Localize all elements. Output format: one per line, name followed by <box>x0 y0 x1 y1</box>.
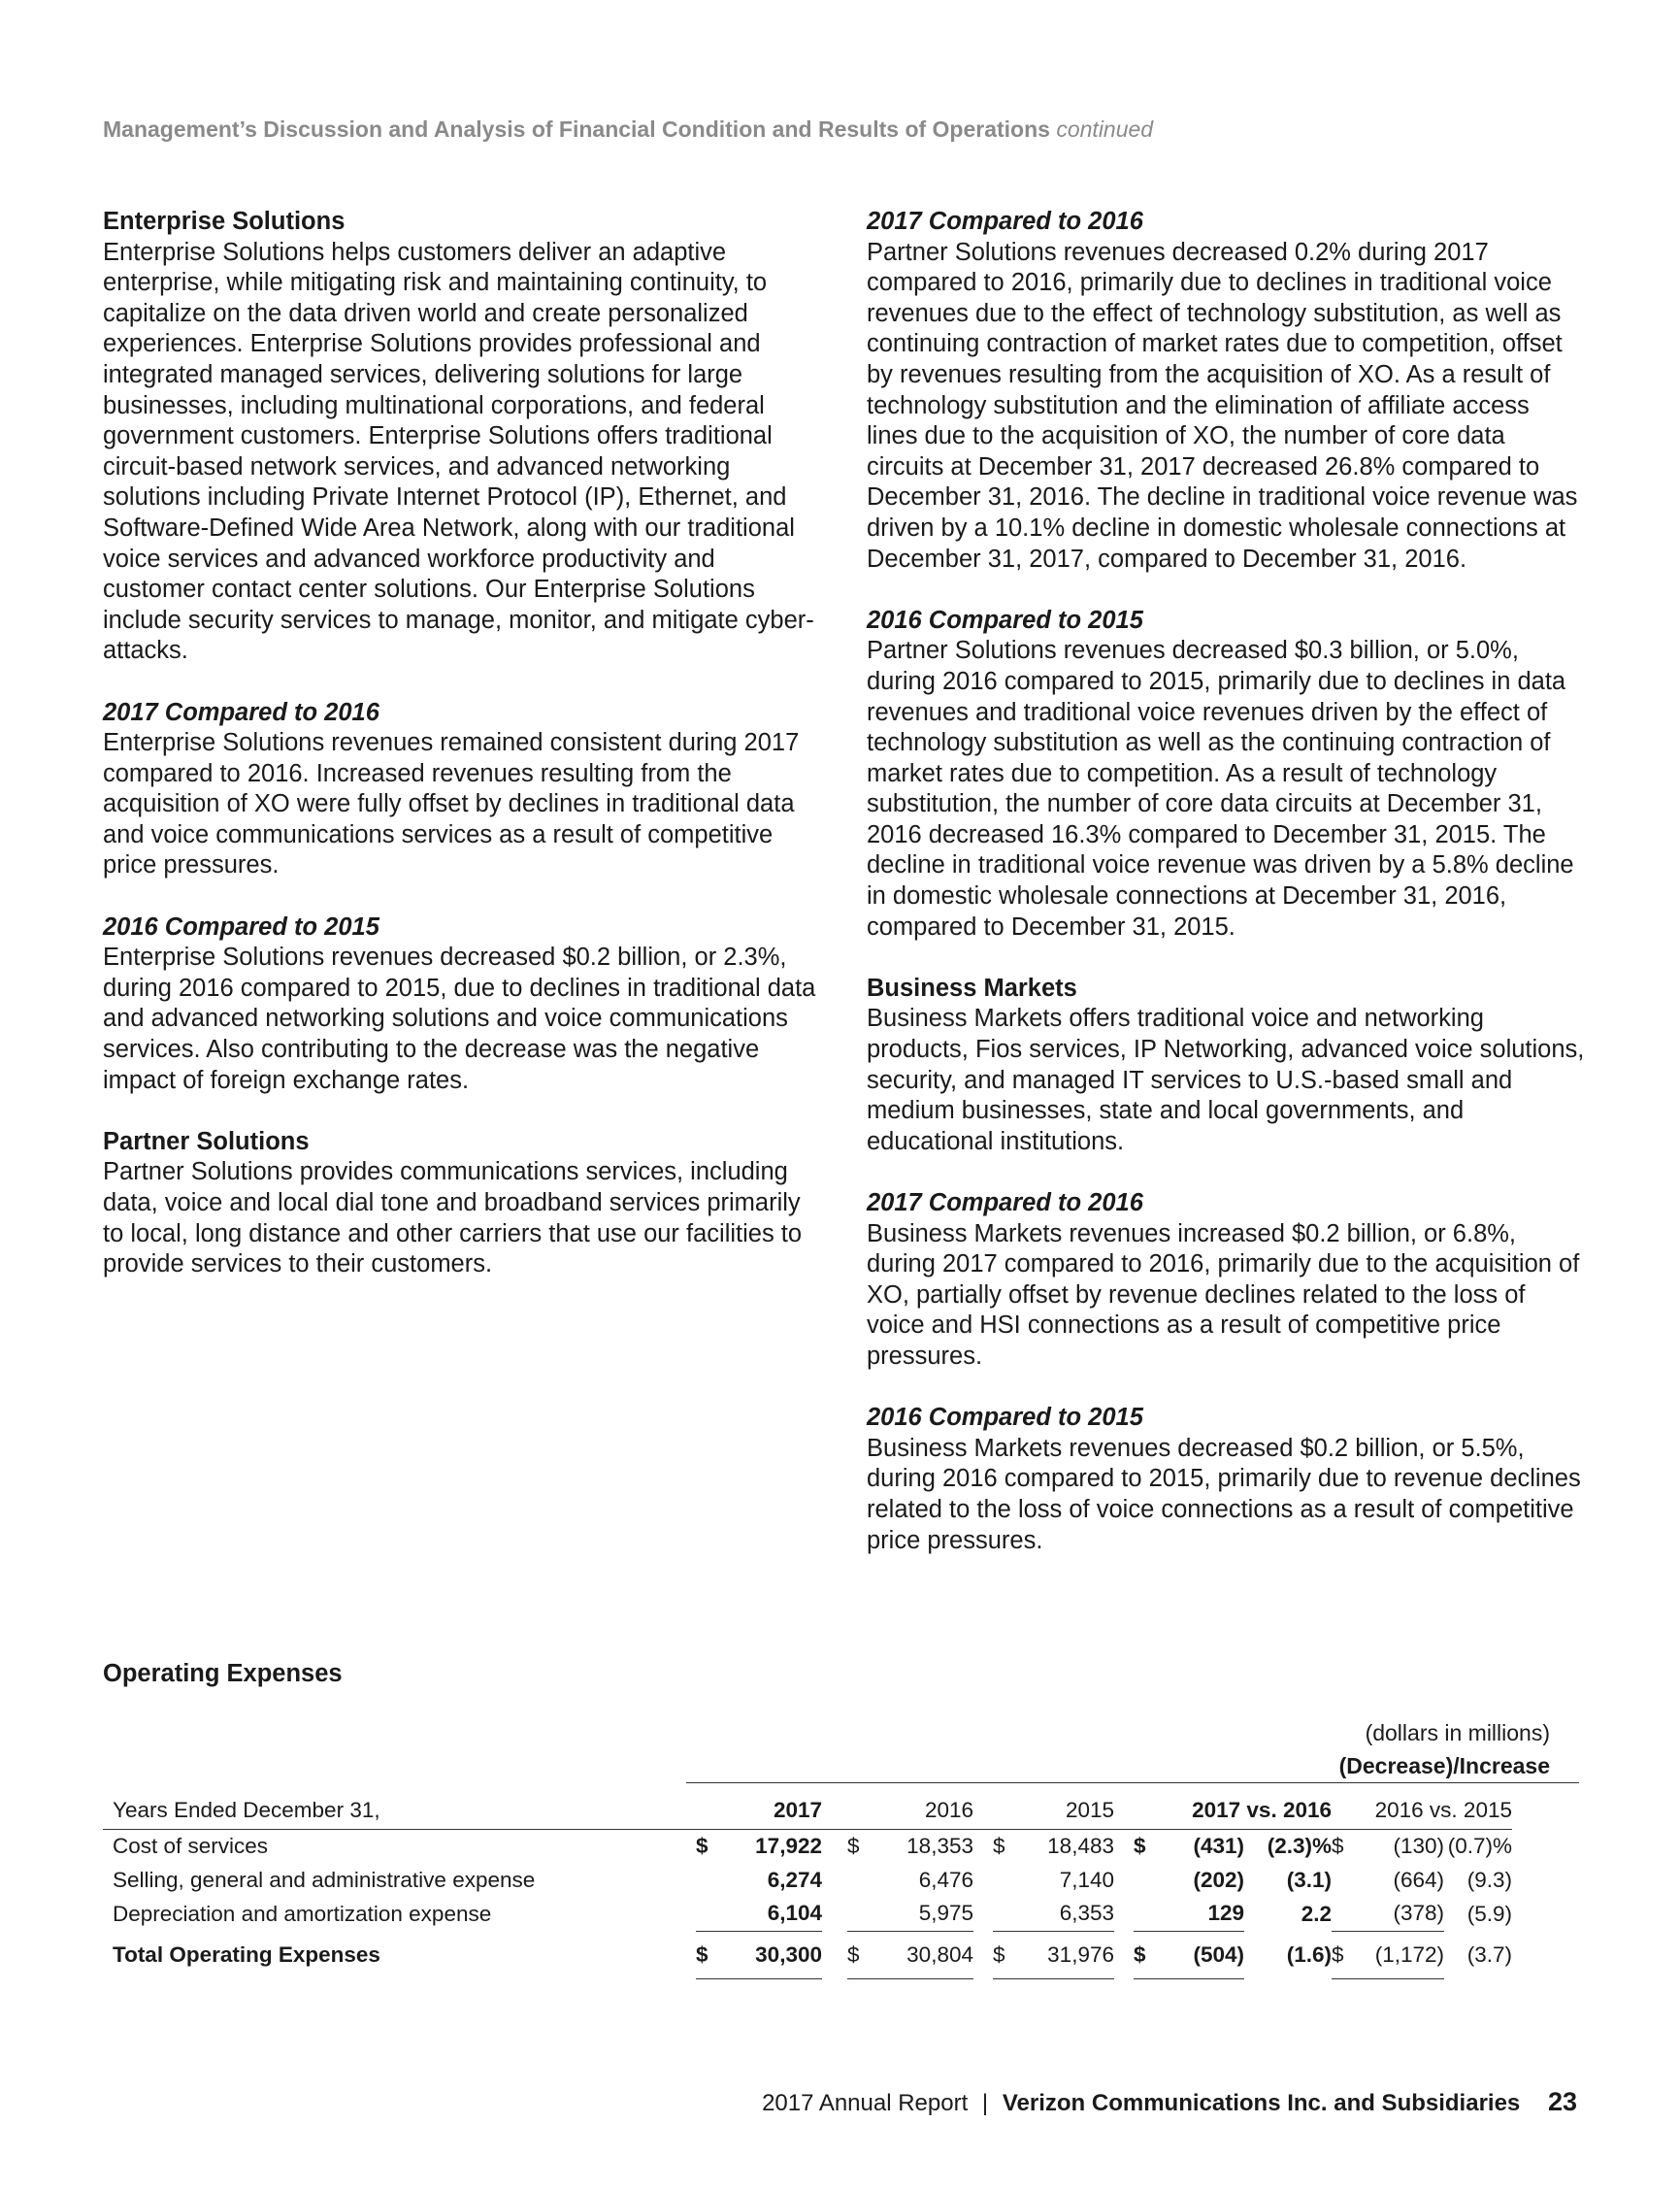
enterprise-2016-section <box>103 912 821 1097</box>
subsection-heading: 2016 Compared to 2015 <box>867 1404 1143 1432</box>
value-2016: 6,476 <box>918 1867 973 1892</box>
row-label: Selling, general and administrative expense <box>113 1867 536 1892</box>
footer-separator: | <box>981 2090 989 2116</box>
footer-company: Verizon Communications Inc. and Subsidiaries <box>1002 2090 1521 2116</box>
table-header-row <box>103 1792 1512 1830</box>
currency-symbol: $ <box>1134 1834 1146 1859</box>
subsection-heading: 2016 Compared to 2015 <box>867 606 1143 634</box>
operating-expenses-table <box>103 1792 1512 1979</box>
header-continued: continued <box>1056 116 1154 142</box>
column-header: 2016 vs. 2015 <box>1351 1792 1512 1830</box>
column-header: 2017 vs. 2016 <box>1134 1792 1332 1830</box>
change-2016-vs-2015: (130) <box>1393 1834 1444 1859</box>
partner-solutions-section <box>103 1127 821 1280</box>
change-2016-vs-2015: (378) <box>1351 1897 1444 1931</box>
header-rule <box>686 1782 1579 1783</box>
pct-2016-vs-2015: (5.9) <box>1466 1901 1512 1926</box>
change-2016-vs-2015: (1,172) <box>1351 1931 1444 1978</box>
change-2016-vs-2015: (664) <box>1393 1867 1444 1892</box>
value-2017: 6,104 <box>717 1897 822 1931</box>
right-column <box>867 207 1585 1587</box>
page-header <box>103 116 1153 143</box>
decrease-increase-label: (Decrease)/Increase <box>1338 1753 1550 1778</box>
value-2017: 6,274 <box>767 1867 822 1892</box>
value-2017: 17,922 <box>755 1834 822 1859</box>
value-2016: 18,353 <box>906 1834 973 1859</box>
section-body: Partner Solutions provides communications services, including data, voice and local dial tone and broadband services primarily to local, long distance and other carriers that use our facilities to provide services to their customers. <box>103 1158 803 1278</box>
currency-symbol: $ <box>1332 1834 1344 1859</box>
pct-2017-vs-2016: 2.2 <box>1301 1901 1332 1926</box>
currency-symbol: $ <box>993 1931 1014 1978</box>
value-2015: 31,976 <box>1014 1931 1114 1978</box>
section-heading: Business Markets <box>867 974 1077 1002</box>
currency-symbol: $ <box>696 1834 708 1859</box>
section-body: Business Markets revenues decreased $0.2 billion, or 5.5%, during 2016 compared to 2015, primarily due to revenue declines related to the loss of voice connections as a result of competitive price pressures. <box>867 1434 1581 1554</box>
enterprise-2017-section <box>103 698 821 882</box>
change-2017-vs-2016: (431) <box>1193 1834 1244 1859</box>
change-2017-vs-2016: (202) <box>1193 1867 1244 1892</box>
value-2015: 6,353 <box>1014 1897 1114 1931</box>
currency-symbol: $ <box>1134 1931 1155 1978</box>
change-2017-vs-2016: 129 <box>1155 1897 1244 1931</box>
total-row <box>103 1931 1512 1978</box>
section-heading: Partner Solutions <box>103 1127 310 1155</box>
value-2015: 18,483 <box>1047 1834 1114 1859</box>
table-row <box>103 1830 1512 1864</box>
partner-2017-section <box>867 207 1585 575</box>
currency-symbol: $ <box>847 1834 860 1859</box>
section-body: Business Markets revenues increased $0.2 billion, or 6.8%, during 2017 compared to 2016, primarily due to the acquisition of XO, partially offset by revenue declines related to the loss of voice and HSI connections as a result of competitive price pressures. <box>867 1219 1580 1370</box>
row-label: Cost of services <box>113 1834 269 1859</box>
subsection-heading: 2017 Compared to 2016 <box>103 698 379 726</box>
subsection-heading: 2017 Compared to 2016 <box>867 1189 1143 1216</box>
operating-expenses-title: Operating Expenses <box>103 1660 343 1687</box>
section-body: Business Markets offers traditional voice and networking products, Fios services, IP Networking, advanced voice solutions, security, and managed IT services to U.S.-based small and medium businesses, state and local governments, and educational institutions. <box>867 1005 1585 1155</box>
pct-2016-vs-2015: (0.7)% <box>1447 1834 1512 1859</box>
value-2017: 30,300 <box>717 1931 822 1978</box>
section-body: Partner Solutions revenues decreased $0.3 billion, or 5.0%, during 2016 compared to 2015, primarily due to declines in data revenues and traditional voice revenues driven by the effect of technology substitution as well as the continuing contraction of market rates due to competition. As a result of technology substitution, the number of core data circuits at December 31, 2016 decreased 16.3% compared to December 31, 2015. The decline in traditional voice revenue was driven by a 5.8% decline in domestic wholesale connections at December 31, 2016, compared to December 31, 2015. <box>867 637 1574 941</box>
pct-2016-vs-2015: (9.3) <box>1466 1867 1512 1892</box>
section-body: Enterprise Solutions revenues decreased $0.2 billion, or 2.3%, during 2016 compared to 2015, due to declines in traditional data and advanced networking solutions and voice communications services. Also contributing to the decrease was the negative impact of foreign exchange rates. <box>103 944 816 1094</box>
enterprise-solutions-section <box>103 207 821 667</box>
currency-symbol: $ <box>1332 1931 1351 1978</box>
business-2016-section <box>867 1403 1585 1556</box>
column-header: Years Ended December 31, <box>103 1792 696 1830</box>
pct-2016-vs-2015: (3.7) <box>1466 1941 1512 1967</box>
row-label: Total Operating Expenses <box>113 1941 380 1967</box>
section-body: Enterprise Solutions revenues remained consistent during 2017 compared to 2016. Increased revenues resulting from the acquisition of XO were fully offset by declines in traditional data and voice communications services as a result of competitive price pressures. <box>103 729 800 879</box>
value-2015: 7,140 <box>1059 1867 1114 1892</box>
section-body: Enterprise Solutions helps customers deliver an adaptive enterprise, while mitigating risk and maintaining continuity, to capitalize on the data driven world and create personalized experiences. Enterprise Solutions provides professional and integrated managed services, delivering solutions for large businesses, including multinational corporations, and federal government customers. Enterprise Solutions offers traditional circuit-based network services, and advanced networking solutions including Private Internet Protocol (IP), Ethernet, and Software-Defined Wide Area Network, along with our traditional voice services and advanced workforce productivity and customer contact center solutions. Our Enterprise Solutions include security services to manage, monitor, and mitigate cyber-attacks. <box>103 238 814 665</box>
column-header: 2015 <box>1014 1792 1114 1830</box>
header-title: Management’s Discussion and Analysis of Financial Condition and Results of Operations <box>103 116 1050 142</box>
section-heading: Enterprise Solutions <box>103 208 346 235</box>
currency-symbol: $ <box>847 1931 869 1978</box>
value-2016: 30,804 <box>869 1931 973 1978</box>
section-body: Partner Solutions revenues decreased 0.2% during 2017 compared to 2016, primarily due to declines in traditional voice revenues due to the effect of technology substitution, as well as continuing contraction of market rates due to competition, offset by revenues resulting from the acquisition of XO. As a result of technology substitution and the elimination of affiliate access lines due to the acquisition of XO, the number of core data circuits at December 31, 2017 decreased 26.8% compared to December 31, 2016. The decline in traditional voice revenue was driven by a 10.1% decline in domestic wholesale connections at December 31, 2017, compared to December 31, 2016. <box>867 238 1578 573</box>
subsection-heading: 2017 Compared to 2016 <box>867 208 1143 235</box>
table-row <box>103 1897 1512 1931</box>
pct-2017-vs-2016: (1.6) <box>1286 1941 1332 1967</box>
change-2017-vs-2016: (504) <box>1155 1931 1244 1978</box>
footer-report: 2017 Annual Report <box>762 2090 969 2116</box>
business-2017-section <box>867 1188 1585 1373</box>
left-column <box>103 207 821 1311</box>
currency-symbol: $ <box>993 1834 1005 1859</box>
column-header: 2017 <box>717 1792 822 1830</box>
subsection-heading: 2016 Compared to 2015 <box>103 912 379 941</box>
partner-2016-section <box>867 606 1585 944</box>
units-note: (dollars in millions) <box>1365 1720 1550 1745</box>
pct-2017-vs-2016: (3.1) <box>1286 1867 1332 1892</box>
page-footer <box>762 2087 1577 2117</box>
page-number: 23 <box>1547 2087 1577 2116</box>
column-header: 2016 <box>869 1792 973 1830</box>
value-2016: 5,975 <box>869 1897 973 1931</box>
table-row <box>103 1864 1512 1898</box>
business-markets-section <box>867 974 1585 1158</box>
pct-2017-vs-2016: (2.3)% <box>1267 1834 1332 1859</box>
currency-symbol: $ <box>696 1931 717 1978</box>
row-label: Depreciation and amortization expense <box>113 1901 492 1926</box>
